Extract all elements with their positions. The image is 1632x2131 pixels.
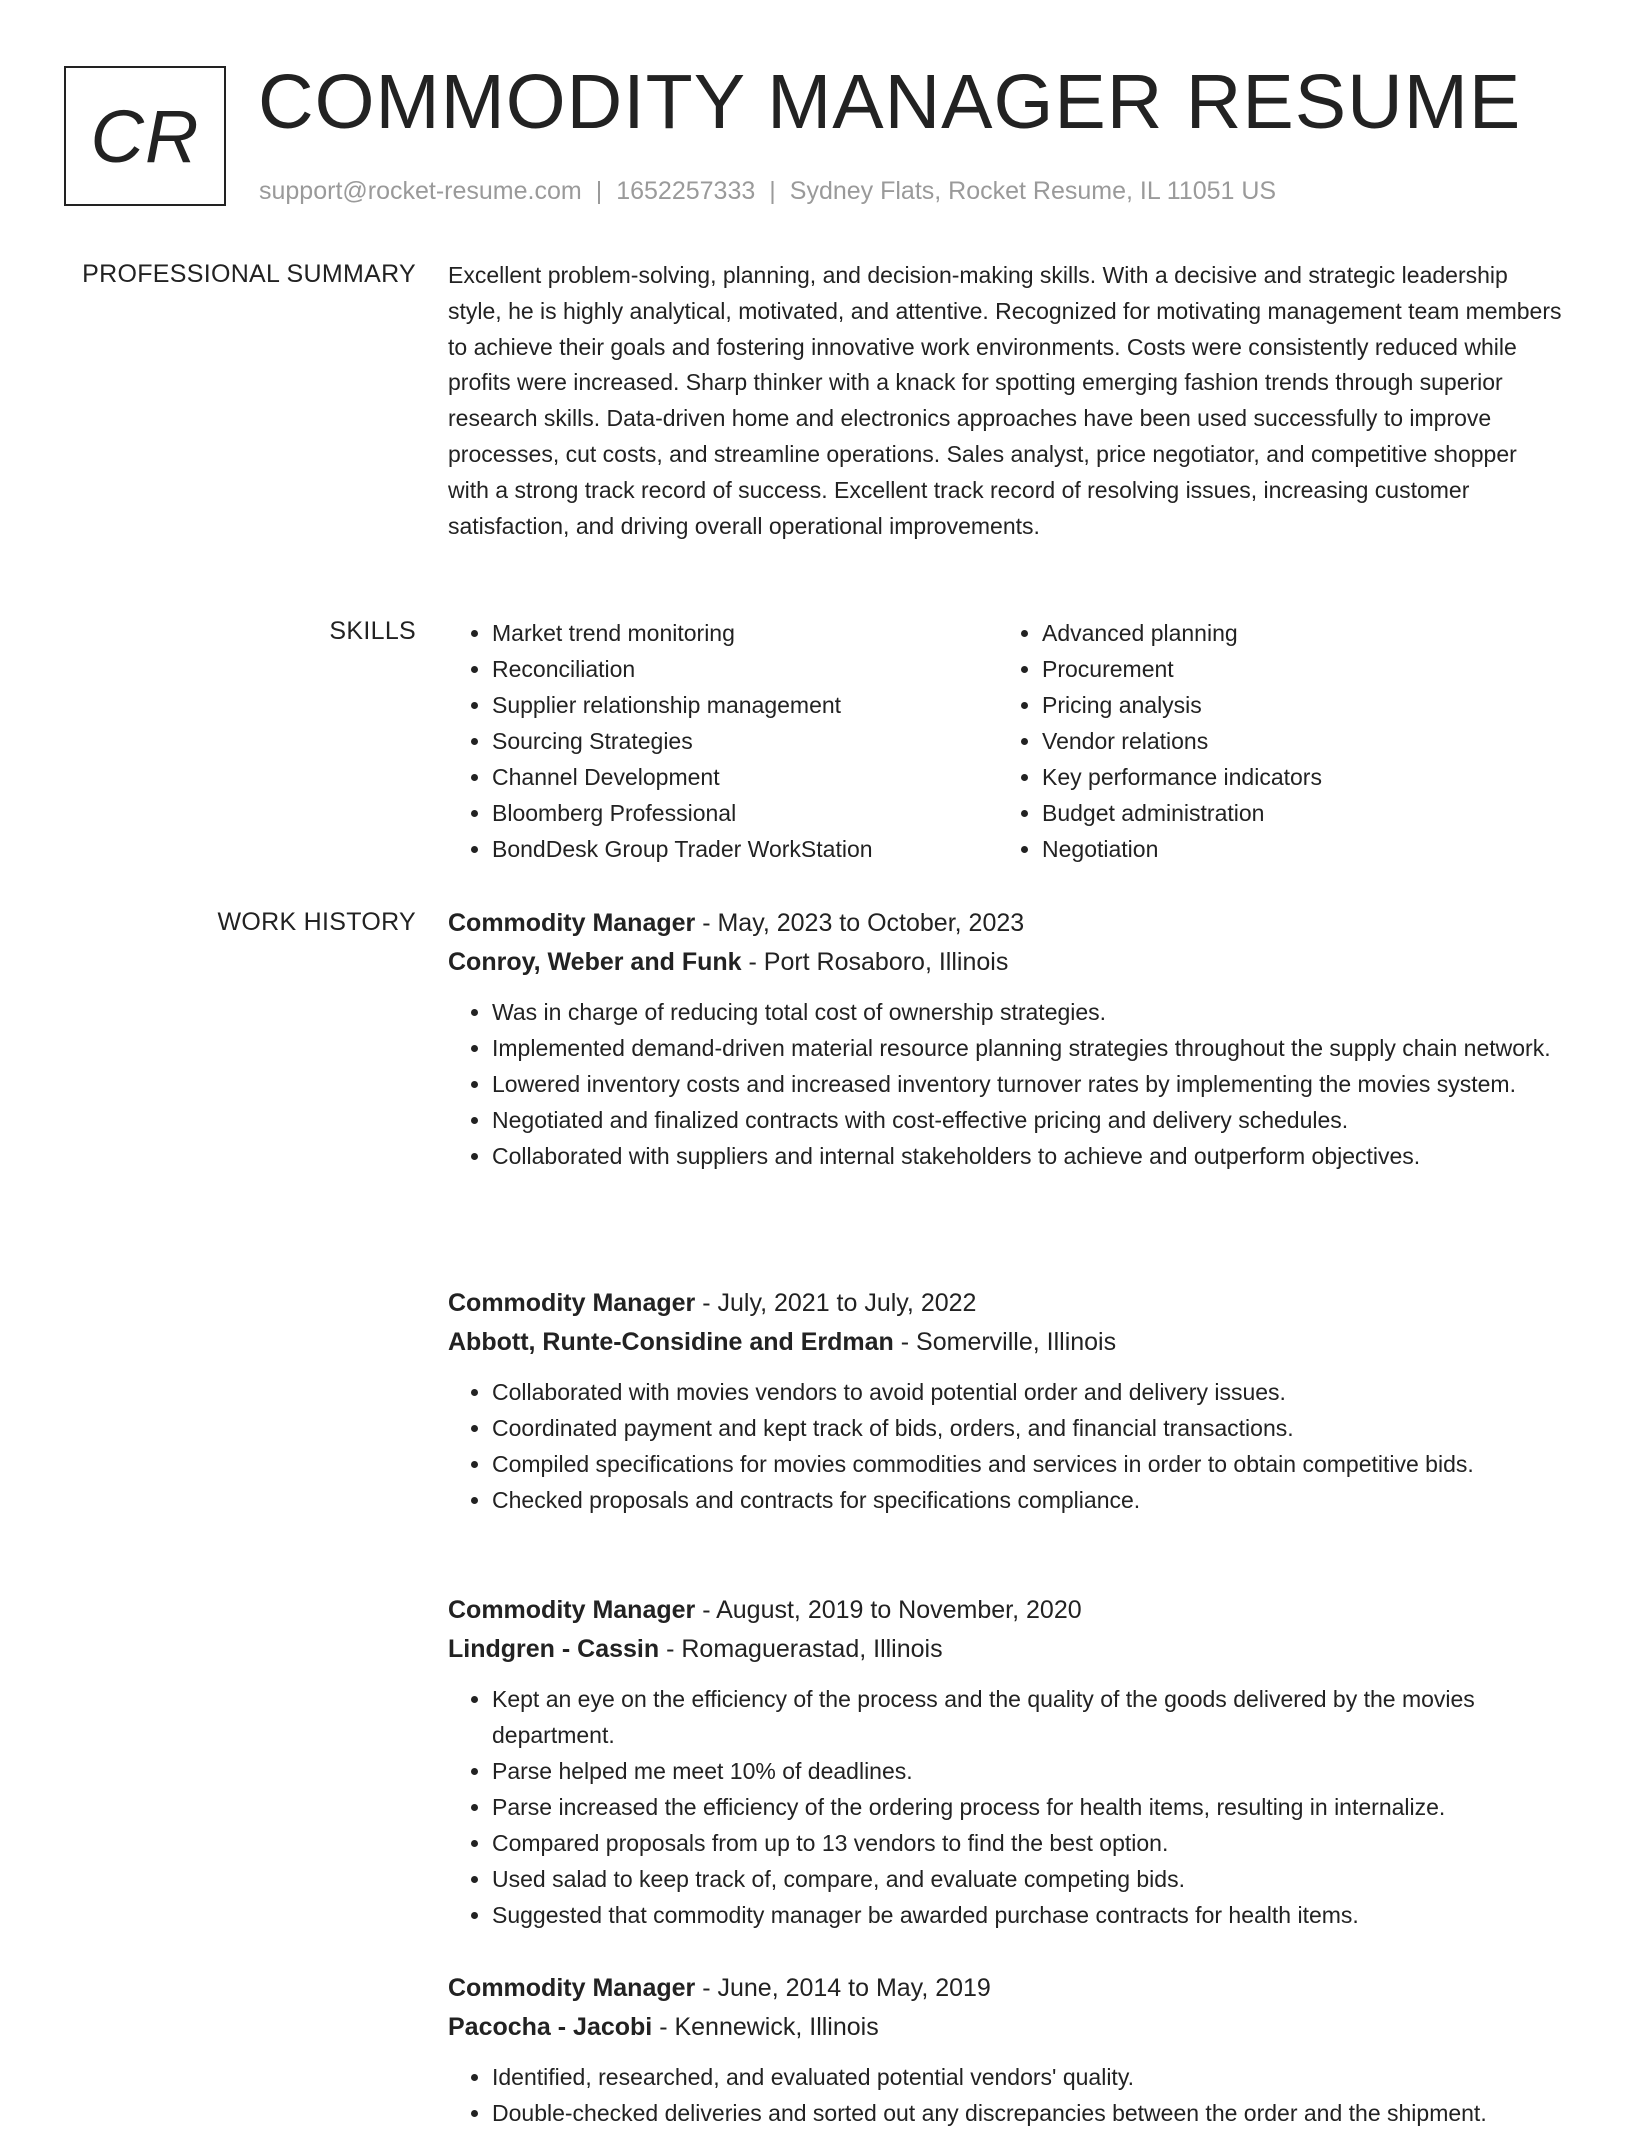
job-location: - Kennewick, Illinois: [652, 2013, 879, 2041]
job-bullet: • Collaborated with suppliers and internal stakeholders to achieve and outperform objectives.: [492, 1138, 1564, 1174]
job-company: Pacocha - Jacobi: [448, 2013, 653, 2041]
skill-item: • Procurement: [1042, 651, 1548, 687]
job-entry: [448, 904, 1564, 1174]
job-company-line: [448, 1323, 1564, 1362]
skill-item: • BondDesk Group Trader WorkStation: [492, 831, 998, 867]
job-bullet: • Compared proposals from up to 13 vendors to find the best option.: [492, 1825, 1564, 1861]
contact-email[interactable]: support@rocket-resume.com: [259, 177, 582, 205]
monogram-badge: [64, 66, 226, 206]
skills-body: [448, 615, 1564, 867]
job-company: Abbott, Runte-Considine and Erdman: [448, 1328, 894, 1356]
job-bullet: • Compiled specifications for movies commodities and services in order to obtain competitive bids.: [492, 1446, 1564, 1482]
skill-item: • Reconciliation: [492, 651, 998, 687]
job-bullet: • Parse increased the efficiency of the ordering process for health items, resulting in internalize.: [492, 1789, 1564, 1825]
job-company: Conroy, Weber and Funk: [448, 948, 742, 976]
skill-item: • Sourcing Strategies: [492, 723, 998, 759]
job-title: Commodity Manager: [448, 1596, 696, 1624]
job-entry: [448, 1969, 1564, 2131]
job-dates: - August, 2019 to November, 2020: [695, 1596, 1082, 1624]
skill-item: • Budget administration: [1042, 795, 1548, 831]
job-bullet: • Checked proposals and contracts for specifications compliance.: [492, 1482, 1564, 1518]
job-bullet: • Parse helped me meet 10% of deadlines.: [492, 1753, 1564, 1789]
job-location: - Romaguerastad, Illinois: [659, 1635, 943, 1663]
job-company-line: [448, 943, 1564, 982]
job-bullet: • Lowered inventory costs and increased inventory turnover rates by implementing the movies system.: [492, 1066, 1564, 1102]
skill-item: • Vendor relations: [1042, 723, 1548, 759]
skill-item: • Channel Development: [492, 759, 998, 795]
monogram-text: CR: [90, 94, 200, 178]
skill-item: • Bloomberg Professional: [492, 795, 998, 831]
summary-heading: PROFESSIONAL SUMMARY: [82, 260, 416, 288]
job-bullets: [448, 1374, 1564, 1518]
skill-item: • Market trend monitoring: [492, 615, 998, 651]
job-bullet: • Suggested that commodity manager be awarded purchase contracts for health items.: [492, 1897, 1564, 1933]
job-title-line: [448, 1284, 1564, 1323]
job-bullet: • Negotiated and finalized contracts with cost-effective pricing and delivery schedules.: [492, 1102, 1564, 1138]
job-bullet: • Double-checked deliveries and sorted out any discrepancies between the order and the shipment.: [492, 2095, 1564, 2131]
skills-column-right: [998, 615, 1548, 867]
job-title: Commodity Manager: [448, 1974, 696, 2002]
job-location: - Somerville, Illinois: [893, 1328, 1117, 1356]
contact-separator: |: [769, 177, 776, 205]
job-title: Commodity Manager: [448, 1289, 696, 1317]
skill-item: • Supplier relationship management: [492, 687, 998, 723]
contact-line: [259, 175, 1276, 207]
skill-item: • Negotiation: [1042, 831, 1548, 867]
job-company-line: [448, 1630, 1564, 1669]
job-title-line: [448, 904, 1564, 943]
summary-body: [448, 258, 1564, 544]
job-bullet: • Coordinated payment and kept track of bids, orders, and financial transactions.: [492, 1410, 1564, 1446]
summary-text: Excellent problem-solving, planning, and decision-making skills. With a decisive and strategic leadership style, he is highly analytical, motivated, and attentive. Recognized for motivating management team members to achieve their goals and fostering innovative work environments. Costs were consistently reduced while profits were increased. Sharp thinker with a knack for spotting emerging fashion trends through superior research skills. Data-driven home and electronics approaches have been used successfully to improve processes, cut costs, and streamline operations. Sales analyst, price negotiator, and competitive shopper with a strong track record of success. Excellent track record of resolving issues, increasing customer satisfaction, and driving overall operational improvements.: [448, 262, 1562, 539]
job-title-line: [448, 1969, 1564, 2008]
job-bullet: • Collaborated with movies vendors to avoid potential order and delivery issues.: [492, 1374, 1564, 1410]
job-dates: - July, 2021 to July, 2022: [695, 1289, 977, 1317]
resume-title: COMMODITY MANAGER RESUME: [258, 59, 1522, 145]
skills-column-left: [448, 615, 998, 867]
job-company: Lindgren - Cassin: [448, 1635, 660, 1663]
job-bullets: [448, 2059, 1564, 2131]
job-bullet: • Kept an eye on the efficiency of the process and the quality of the goods delivered by the movies department.: [492, 1681, 1564, 1753]
job-entry: [448, 1591, 1564, 1933]
job-bullet: • Used salad to keep track of, compare, and evaluate competing bids.: [492, 1861, 1564, 1897]
contact-address: Sydney Flats, Rocket Resume, IL 11051 US: [789, 177, 1277, 205]
contact-separator: |: [595, 177, 603, 205]
job-title-line: [448, 1591, 1564, 1630]
skill-item: • Key performance indicators: [1042, 759, 1548, 795]
job-dates: - June, 2014 to May, 2019: [695, 1974, 991, 2002]
skills-heading: SKILLS: [329, 617, 416, 645]
job-bullet: • Identified, researched, and evaluated potential vendors' quality.: [492, 2059, 1564, 2095]
skill-item: • Advanced planning: [1042, 615, 1548, 651]
work-history-heading: WORK HISTORY: [217, 908, 416, 936]
job-bullets: [448, 994, 1564, 1174]
skill-item: • Pricing analysis: [1042, 687, 1548, 723]
job-bullet: • Implemented demand-driven material resource planning strategies throughout the supply chain network.: [492, 1030, 1564, 1066]
job-location: - Port Rosaboro, Illinois: [741, 948, 1009, 976]
job-bullets: [448, 1681, 1564, 1933]
contact-phone[interactable]: 1652257333: [616, 177, 756, 205]
job-title: Commodity Manager: [448, 909, 696, 937]
job-company-line: [448, 2008, 1564, 2047]
job-bullet: • Was in charge of reducing total cost of ownership strategies.: [492, 994, 1564, 1030]
job-dates: - May, 2023 to October, 2023: [695, 909, 1025, 937]
job-entry: [448, 1284, 1564, 1518]
